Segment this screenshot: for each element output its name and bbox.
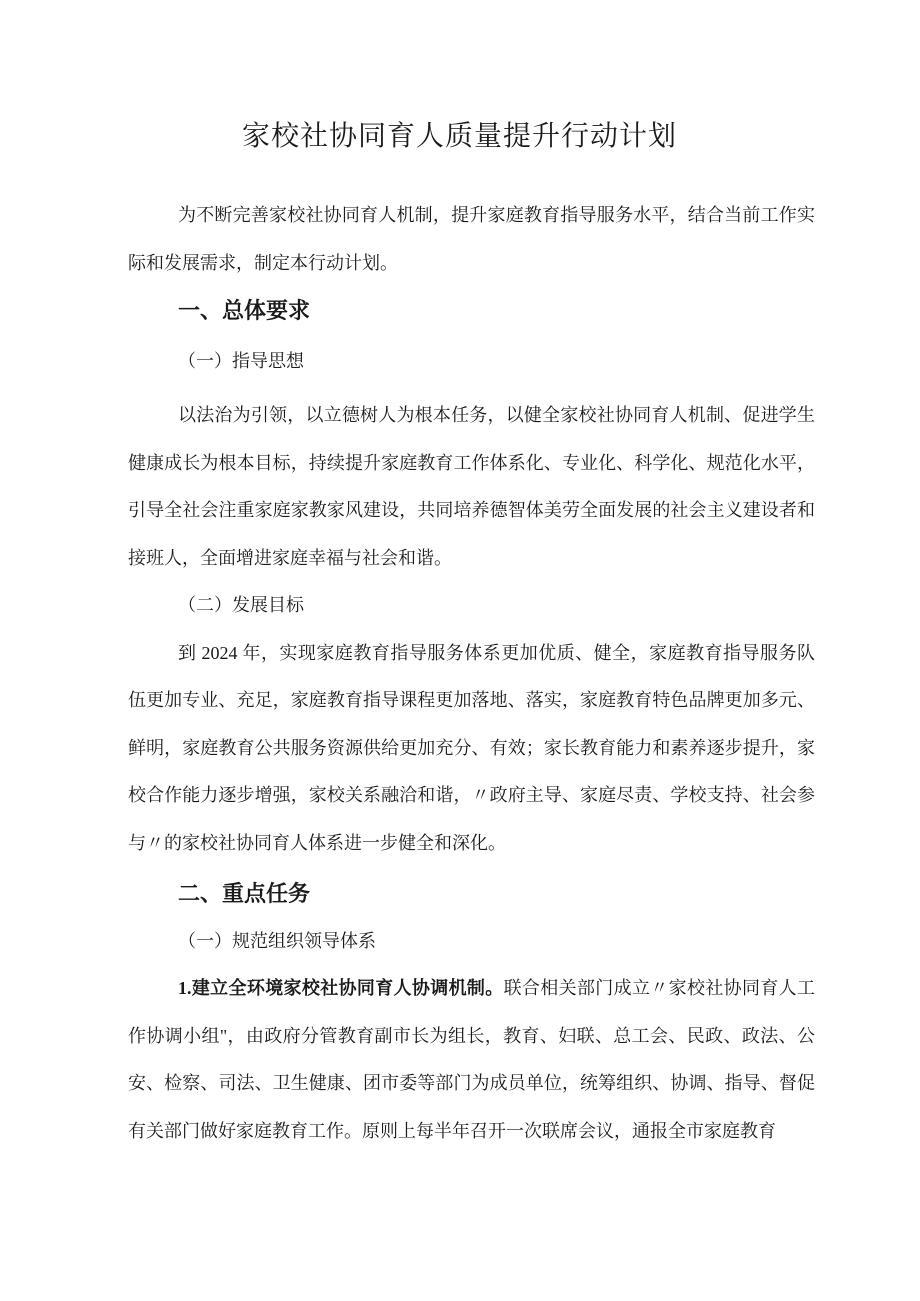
intro-paragraph: 为不断完善家校社协同育人机制，提升家庭教育指导服务水平，结合当前工作实际和发展需求，制定本行动计划。 [128, 205, 815, 273]
section-1-sub-1-heading: （一）指导思想 [178, 350, 304, 371]
task-1-paragraph [128, 965, 815, 1155]
section-2-sub-1-heading: （一）规范组织领导体系 [178, 930, 376, 951]
section-1-heading: 一、总体要求 [178, 298, 311, 323]
task-1-lead-sentence: 1.建立全环境家校社协同育人协调机制。 [178, 978, 504, 998]
development-goals-paragraph: 到 2024 年，实现家庭教育指导服务体系更加优质、健全，家庭教育指导服务队伍更加专业、充足，家庭教育指导课程更加落地、落实，家庭教育特色品牌更加多元、鲜明，家庭教育公共服务资源供给更加充分、有效；家长教育能力和素养逐步提升，家校合作能力逐步增强，家校关系融洽和谐，〃政府主导、家庭尽责、学校支持、社会参与〃的家校社协同育人体系进一步健全和深化。 [128, 642, 815, 853]
guiding-ideology-paragraph: 以法治为引领，以立德树人为根本任务，以健全家校社协同育人机制、促进学生健康成长为根本目标，持续提升家庭教育工作体系化、专业化、科学化、规范化水平，引导全社会注重家庭家教家风建设，共同培养德智体美劳全面发展的社会主义建设者和接班人，全面增进家庭幸福与社会和谐。 [128, 405, 815, 568]
document-title: 家校社协同育人质量提升行动计划 [241, 121, 677, 152]
task-1-body-text: 联合相关部门成立〃家校社协同育人工作协调小组"，由政府分管教育副市长为组长，教育、妇联、总工会、民政、政法、公安、检察、司法、卫生健康、团市委等部门为成员单位，统筹组织、协调、指导、督促有关部门做好家庭教育工作。原则上每半年召开一次联席会议，通报全市家庭教育 [128, 978, 816, 1141]
section-2-heading: 二、重点任务 [178, 881, 311, 906]
section-1-sub-2-heading: （二）发展目标 [178, 595, 304, 615]
